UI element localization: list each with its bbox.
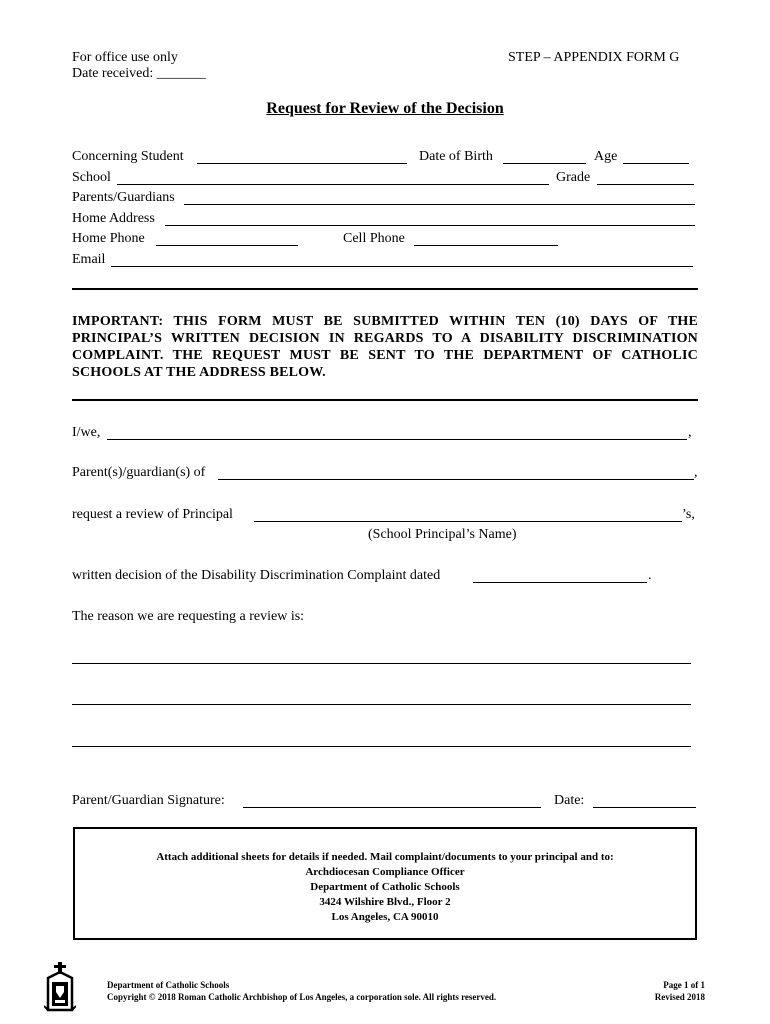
cell-phone-label: Cell Phone — [343, 231, 405, 246]
reason-label: The reason we are requesting a review is: — [72, 609, 305, 624]
footer-revised: Revised 2018 — [654, 992, 705, 1002]
home-address-field[interactable] — [165, 225, 695, 226]
compliance-officer: Archdiocesan Compliance Officer — [305, 866, 465, 878]
home-phone-field[interactable] — [156, 245, 298, 246]
parents-guardians-field[interactable] — [184, 204, 695, 205]
signature-field[interactable] — [243, 807, 541, 808]
age-label: Age — [594, 149, 618, 164]
street-address: 3424 Wilshire Blvd., Floor 2 — [319, 896, 451, 908]
department-name: Department of Catholic Schools — [310, 881, 460, 893]
form-id: STEP – APPENDIX FORM G — [508, 50, 680, 65]
signature-date-label: Date: — [554, 793, 585, 808]
school-field[interactable] — [117, 184, 549, 185]
written-decision-period: . — [648, 568, 652, 583]
iwe-comma: , — [688, 425, 692, 440]
written-decision-label: written decision of the Disability Discrimination Complaint dated — [72, 568, 441, 583]
grade-label: Grade — [556, 170, 591, 185]
reason-line-1[interactable] — [72, 663, 691, 664]
email-field[interactable] — [111, 266, 693, 267]
mail-instructions-box — [73, 827, 697, 940]
parents-of-label: Parent(s)/guardian(s) of — [72, 465, 206, 480]
grade-field[interactable] — [597, 184, 694, 185]
date-of-birth-field[interactable] — [503, 163, 586, 164]
reason-line-3[interactable] — [72, 746, 691, 747]
footer-page-number: Page 1 of 1 — [663, 980, 705, 990]
mail-instructions: Attach additional sheets for details if needed. Mail complaint/documents to your principal and to: — [156, 851, 614, 863]
parents-guardians-label: Parents/Guardians — [72, 190, 175, 205]
principal-possessive: ’s, — [682, 507, 695, 522]
signature-label: Parent/Guardian Signature: — [72, 793, 225, 808]
email-label: Email — [72, 252, 106, 267]
home-phone-label: Home Phone — [72, 231, 145, 246]
concerning-student-label: Concerning Student — [72, 149, 184, 164]
office-use-label: For office use only — [72, 50, 178, 65]
date-of-birth-label: Date of Birth — [419, 149, 493, 164]
divider-top — [72, 288, 698, 290]
parents-of-field[interactable] — [218, 479, 694, 480]
divider-bottom — [72, 399, 698, 401]
principal-name-field[interactable] — [254, 521, 682, 522]
city-state-zip: Los Angeles, CA 90010 — [331, 911, 439, 923]
important-notice: IMPORTANT: THIS FORM MUST BE SUBMITTED WITHIN TEN (10) DAYS OF THE PRINCIPAL’S WRITTEN DECISION IN REGARDS TO A DISABILITY DISCRIMINATION COMPLAINT. THE REQUEST MUST BE SENT TO THE DEPARTMENT OF CATHOLIC SCHOOLS AT THE ADDRESS BELOW. — [72, 314, 698, 380]
reason-line-2[interactable] — [72, 704, 691, 705]
school-label: School — [72, 170, 111, 185]
signature-date-field[interactable] — [593, 807, 696, 808]
archdiocese-logo-icon — [44, 962, 76, 1012]
cell-phone-field[interactable] — [414, 245, 558, 246]
review-principal-label: request a review of Principal — [72, 507, 233, 522]
principal-name-caption: (School Principal’s Name) — [368, 527, 517, 542]
concerning-student-field[interactable] — [197, 163, 407, 164]
iwe-field[interactable] — [107, 439, 687, 440]
home-address-label: Home Address — [72, 211, 155, 226]
age-field[interactable] — [623, 163, 689, 164]
footer-department: Department of Catholic Schools — [107, 980, 230, 990]
page-title: Request for Review of the Decision — [266, 100, 504, 117]
iwe-label: I/we, — [72, 425, 101, 440]
footer-copyright: Copyright © 2018 Roman Catholic Archbishop of Los Angeles, a corporation sole. All rights reserved. — [107, 992, 497, 1002]
complaint-date-field[interactable] — [473, 582, 647, 583]
date-received-label: Date received: _______ — [72, 66, 206, 81]
parents-of-comma: , — [694, 465, 698, 480]
